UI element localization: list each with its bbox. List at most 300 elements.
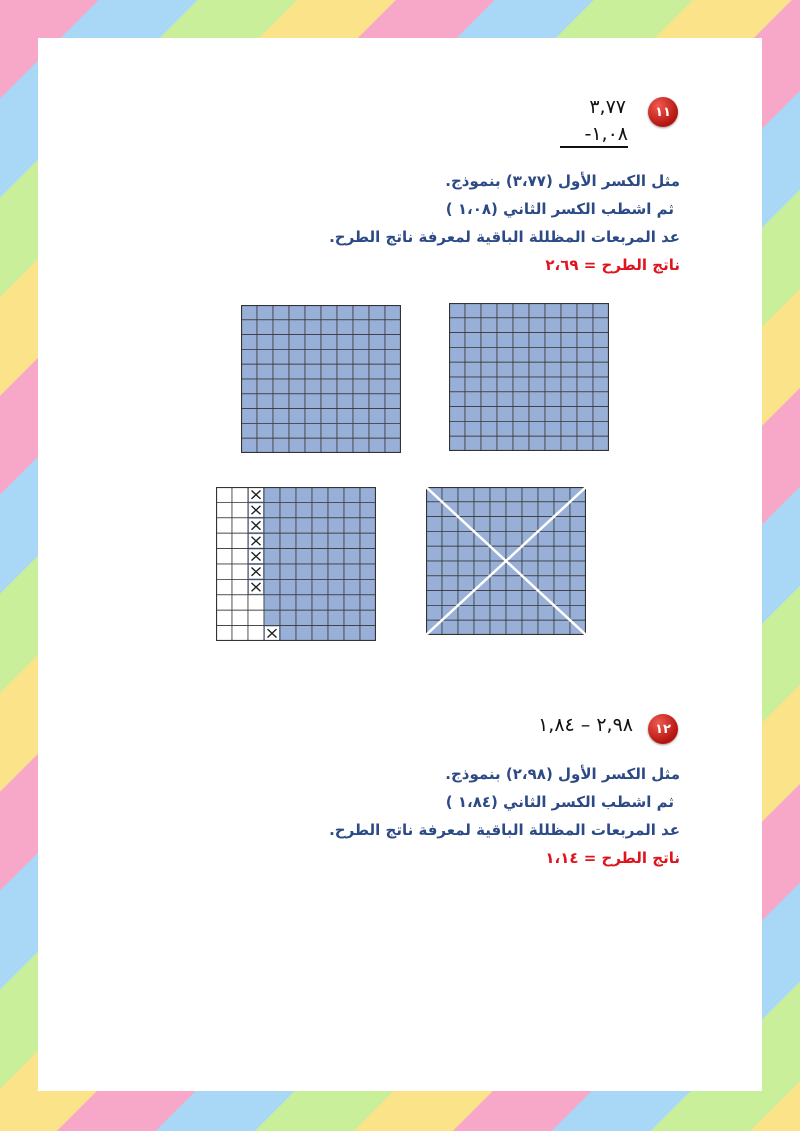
shaded-cell — [312, 533, 328, 548]
shaded-cell — [337, 409, 353, 424]
shaded-cell — [264, 533, 280, 548]
shaded-cell — [538, 531, 554, 546]
shaded-cell — [442, 531, 458, 546]
shaded-cell — [273, 320, 289, 335]
shaded-cell — [449, 377, 465, 392]
shaded-cell — [570, 502, 586, 517]
shaded-cell — [545, 392, 561, 407]
shaded-cell — [490, 605, 506, 620]
crossed-cell-mark — [265, 627, 279, 640]
shaded-cell — [264, 502, 280, 517]
shaded-cell — [561, 392, 577, 407]
shaded-cell — [312, 626, 328, 641]
shaded-cell — [474, 517, 490, 532]
empty-cell — [216, 595, 232, 610]
shaded-cell — [360, 595, 376, 610]
shaded-cell — [561, 436, 577, 451]
worksheet-page — [38, 38, 762, 1091]
shaded-cell — [522, 605, 538, 620]
shaded-cell — [513, 392, 529, 407]
hundred-grid-1 — [241, 305, 401, 453]
shaded-cell — [593, 333, 609, 348]
shaded-cell — [273, 409, 289, 424]
shaded-cell — [465, 407, 481, 422]
shaded-cell — [474, 546, 490, 561]
problem-11-badge: ١١ — [648, 97, 678, 127]
shaded-cell — [465, 436, 481, 451]
shaded-cell — [593, 436, 609, 451]
shaded-cell — [296, 549, 312, 564]
shaded-cell — [241, 438, 257, 453]
shaded-cell — [458, 502, 474, 517]
shaded-cell — [570, 605, 586, 620]
shaded-cell — [570, 576, 586, 591]
shaded-cell — [481, 303, 497, 318]
shaded-cell — [442, 591, 458, 606]
shaded-cell — [344, 564, 360, 579]
shaded-cell — [577, 377, 593, 392]
shaded-cell — [570, 546, 586, 561]
shaded-cell — [545, 362, 561, 377]
shaded-cell — [289, 394, 305, 409]
shaded-cell — [545, 333, 561, 348]
shaded-cell — [490, 620, 506, 635]
empty-cell — [216, 487, 232, 502]
shaded-cell — [481, 362, 497, 377]
shaded-cell — [577, 362, 593, 377]
shaded-cell — [241, 349, 257, 364]
shaded-cell — [360, 487, 376, 502]
shaded-cell — [538, 576, 554, 591]
shaded-cell — [280, 549, 296, 564]
shaded-cell — [321, 349, 337, 364]
shaded-cell — [305, 394, 321, 409]
shaded-cell — [481, 333, 497, 348]
shaded-cell — [561, 318, 577, 333]
empty-cell — [216, 579, 232, 594]
shaded-cell — [458, 561, 474, 576]
shaded-cell — [481, 392, 497, 407]
shaded-cell — [561, 421, 577, 436]
shaded-cell — [337, 379, 353, 394]
shaded-cell — [257, 438, 273, 453]
shaded-cell — [385, 394, 401, 409]
shaded-cell — [474, 502, 490, 517]
shaded-cell — [312, 549, 328, 564]
shaded-cell — [497, 362, 513, 377]
shaded-cell — [312, 564, 328, 579]
crossed-cell-mark — [249, 550, 263, 563]
shaded-cell — [561, 362, 577, 377]
shaded-cell — [241, 305, 257, 320]
shaded-cell — [481, 436, 497, 451]
problem-11-minuend: ٣,٧٧ — [589, 96, 626, 118]
shaded-cell — [593, 303, 609, 318]
shaded-cell — [554, 517, 570, 532]
shaded-cell — [305, 349, 321, 364]
shaded-cell — [570, 591, 586, 606]
shaded-cell — [577, 333, 593, 348]
shaded-cell — [593, 421, 609, 436]
shaded-cell — [241, 379, 257, 394]
shaded-cell — [369, 305, 385, 320]
shaded-cell — [305, 438, 321, 453]
shaded-cell — [296, 610, 312, 625]
shaded-cell — [522, 591, 538, 606]
shaded-cell — [506, 576, 522, 591]
shaded-cell — [264, 518, 280, 533]
shaded-cell — [458, 487, 474, 502]
empty-cell — [216, 564, 232, 579]
shaded-cell — [481, 407, 497, 422]
shaded-cell — [506, 517, 522, 532]
shaded-cell — [545, 377, 561, 392]
shaded-cell — [289, 320, 305, 335]
shaded-cell — [465, 303, 481, 318]
shaded-cell — [497, 333, 513, 348]
shaded-cell — [344, 533, 360, 548]
empty-cell — [248, 610, 264, 625]
shaded-cell — [577, 347, 593, 362]
shaded-cell — [257, 379, 273, 394]
empty-cell — [248, 595, 264, 610]
shaded-cell — [490, 502, 506, 517]
shaded-cell — [257, 409, 273, 424]
shaded-cell — [593, 377, 609, 392]
shaded-cell — [369, 335, 385, 350]
shaded-cell — [344, 502, 360, 517]
shaded-cell — [289, 335, 305, 350]
problem-11-step-3: عد المربعات المظللة الباقية لمعرفة ناتج الطرح. — [329, 228, 680, 246]
shaded-cell — [289, 409, 305, 424]
shaded-cell — [385, 379, 401, 394]
shaded-cell — [561, 333, 577, 348]
shaded-cell — [241, 409, 257, 424]
crossed-cell-mark — [249, 488, 263, 501]
shaded-cell — [529, 377, 545, 392]
shaded-cell — [577, 318, 593, 333]
shaded-cell — [529, 362, 545, 377]
shaded-cell — [360, 579, 376, 594]
shaded-cell — [321, 364, 337, 379]
shaded-cell — [280, 518, 296, 533]
shaded-cell — [328, 502, 344, 517]
shaded-cell — [353, 364, 369, 379]
shaded-cell — [273, 394, 289, 409]
shaded-cell — [360, 626, 376, 641]
shaded-cell — [593, 362, 609, 377]
shaded-cell — [458, 576, 474, 591]
shaded-cell — [570, 517, 586, 532]
shaded-cell — [449, 407, 465, 422]
shaded-cell — [305, 409, 321, 424]
shaded-cell — [312, 518, 328, 533]
shaded-cell — [506, 605, 522, 620]
shaded-cell — [280, 595, 296, 610]
shaded-cell — [529, 303, 545, 318]
shaded-cell — [353, 438, 369, 453]
empty-cell — [216, 518, 232, 533]
shaded-cell — [273, 305, 289, 320]
shaded-cell — [289, 379, 305, 394]
shaded-cell — [554, 591, 570, 606]
shaded-cell — [529, 333, 545, 348]
shaded-cell — [506, 502, 522, 517]
shaded-cell — [490, 576, 506, 591]
shaded-cell — [273, 364, 289, 379]
shaded-cell — [369, 349, 385, 364]
shaded-cell — [554, 620, 570, 635]
shaded-cell — [264, 579, 280, 594]
shaded-cell — [385, 364, 401, 379]
shaded-cell — [529, 436, 545, 451]
problem-11-step-1: مثل الكسر الأول (٣،٧٧) بنموذج. — [445, 172, 680, 190]
shaded-cell — [522, 620, 538, 635]
shaded-cell — [481, 318, 497, 333]
shaded-cell — [241, 320, 257, 335]
shaded-cell — [593, 347, 609, 362]
shaded-cell — [321, 320, 337, 335]
shaded-cell — [296, 626, 312, 641]
shaded-cell — [280, 533, 296, 548]
shaded-cell — [344, 595, 360, 610]
shaded-cell — [344, 626, 360, 641]
shaded-cell — [481, 347, 497, 362]
shaded-cell — [337, 364, 353, 379]
shaded-cell — [312, 487, 328, 502]
shaded-cell — [360, 610, 376, 625]
shaded-cell — [344, 610, 360, 625]
shaded-cell — [481, 377, 497, 392]
shaded-cell — [497, 436, 513, 451]
shaded-cell — [328, 595, 344, 610]
shaded-cell — [561, 303, 577, 318]
shaded-cell — [522, 487, 538, 502]
shaded-cell — [344, 487, 360, 502]
shaded-cell — [513, 362, 529, 377]
shaded-cell — [449, 347, 465, 362]
empty-cell — [232, 518, 248, 533]
shaded-cell — [369, 423, 385, 438]
shaded-cell — [328, 549, 344, 564]
shaded-cell — [369, 364, 385, 379]
subtraction-line — [560, 146, 628, 148]
shaded-cell — [593, 392, 609, 407]
shaded-cell — [442, 546, 458, 561]
shaded-cell — [529, 407, 545, 422]
shaded-cell — [442, 487, 458, 502]
empty-cell — [232, 564, 248, 579]
shaded-cell — [522, 561, 538, 576]
shaded-cell — [465, 333, 481, 348]
shaded-cell — [344, 518, 360, 533]
shaded-cell — [305, 305, 321, 320]
shaded-cell — [458, 531, 474, 546]
shaded-cell — [538, 546, 554, 561]
shaded-cell — [328, 610, 344, 625]
empty-cell — [232, 610, 248, 625]
crossed-cell-mark — [249, 503, 263, 516]
shaded-cell — [497, 318, 513, 333]
shaded-cell — [264, 595, 280, 610]
shaded-cell — [522, 546, 538, 561]
shaded-cell — [385, 423, 401, 438]
shaded-cell — [497, 407, 513, 422]
shaded-cell — [522, 502, 538, 517]
shaded-cell — [344, 579, 360, 594]
shaded-cell — [506, 620, 522, 635]
shaded-cell — [337, 320, 353, 335]
shaded-cell — [513, 333, 529, 348]
empty-cell — [232, 533, 248, 548]
shaded-cell — [264, 564, 280, 579]
shaded-cell — [474, 620, 490, 635]
shaded-cell — [593, 318, 609, 333]
shaded-cell — [426, 502, 442, 517]
shaded-cell — [506, 591, 522, 606]
problem-11-subtrahend: ١,٠٨- — [584, 123, 628, 145]
shaded-cell — [328, 533, 344, 548]
shaded-cell — [426, 605, 442, 620]
shaded-cell — [273, 335, 289, 350]
problem-12-step-2: ثم اشطب الكسر الثاني (١،٨٤ ) — [445, 793, 674, 811]
shaded-cell — [458, 546, 474, 561]
shaded-cell — [426, 531, 442, 546]
crossed-cell-mark — [249, 580, 263, 593]
shaded-cell — [529, 392, 545, 407]
shaded-cell — [337, 335, 353, 350]
problem-11-result: ناتج الطرح = ٢،٦٩ — [545, 256, 680, 274]
shaded-cell — [490, 487, 506, 502]
shaded-cell — [353, 394, 369, 409]
shaded-cell — [570, 561, 586, 576]
shaded-cell — [337, 423, 353, 438]
shaded-cell — [465, 362, 481, 377]
shaded-cell — [296, 518, 312, 533]
shaded-cell — [280, 502, 296, 517]
shaded-cell — [264, 487, 280, 502]
shaded-cell — [369, 394, 385, 409]
shaded-cell — [264, 610, 280, 625]
shaded-cell — [241, 394, 257, 409]
shaded-cell — [465, 318, 481, 333]
shaded-cell — [426, 576, 442, 591]
crossed-cell-mark — [249, 519, 263, 532]
shaded-cell — [385, 335, 401, 350]
shaded-cell — [257, 335, 273, 350]
shaded-cell — [305, 335, 321, 350]
shaded-cell — [328, 518, 344, 533]
shaded-cell — [449, 318, 465, 333]
empty-cell — [232, 502, 248, 517]
empty-cell — [232, 579, 248, 594]
shaded-cell — [449, 333, 465, 348]
shaded-cell — [513, 436, 529, 451]
shaded-cell — [545, 303, 561, 318]
shaded-cell — [337, 394, 353, 409]
shaded-cell — [506, 487, 522, 502]
problem-12-step-3: عد المربعات المظللة الباقية لمعرفة ناتج الطرح. — [329, 821, 680, 839]
shaded-cell — [369, 409, 385, 424]
shaded-cell — [321, 379, 337, 394]
shaded-cell — [312, 595, 328, 610]
shaded-cell — [337, 438, 353, 453]
shaded-cell — [273, 423, 289, 438]
shaded-cell — [321, 394, 337, 409]
shaded-cell — [296, 564, 312, 579]
shaded-cell — [296, 487, 312, 502]
shaded-cell — [305, 364, 321, 379]
shaded-cell — [490, 531, 506, 546]
shaded-cell — [273, 438, 289, 453]
shaded-cell — [426, 561, 442, 576]
shaded-cell — [513, 421, 529, 436]
problem-12-result: ناتج الطرح = ١،١٤ — [545, 849, 680, 867]
shaded-cell — [554, 546, 570, 561]
shaded-cell — [337, 349, 353, 364]
shaded-cell — [257, 423, 273, 438]
shaded-cell — [312, 579, 328, 594]
shaded-cell — [538, 561, 554, 576]
shaded-cell — [385, 305, 401, 320]
shaded-cell — [289, 438, 305, 453]
shaded-cell — [257, 320, 273, 335]
shaded-cell — [561, 407, 577, 422]
shaded-cell — [328, 487, 344, 502]
shaded-cell — [513, 407, 529, 422]
shaded-cell — [385, 438, 401, 453]
shaded-cell — [360, 518, 376, 533]
shaded-cell — [593, 407, 609, 422]
empty-cell — [216, 533, 232, 548]
empty-cell — [232, 595, 248, 610]
shaded-cell — [280, 579, 296, 594]
shaded-cell — [360, 533, 376, 548]
shaded-cell — [321, 423, 337, 438]
shaded-cell — [369, 379, 385, 394]
shaded-cell — [312, 502, 328, 517]
shaded-cell — [538, 620, 554, 635]
shaded-cell — [280, 626, 296, 641]
shaded-cell — [305, 320, 321, 335]
shaded-cell — [497, 303, 513, 318]
hundred-grid-3-crossed-cells — [216, 487, 376, 641]
shaded-cell — [257, 349, 273, 364]
shaded-cell — [529, 318, 545, 333]
shaded-cell — [321, 409, 337, 424]
shaded-cell — [474, 591, 490, 606]
shaded-cell — [360, 549, 376, 564]
shaded-cell — [545, 421, 561, 436]
shaded-cell — [328, 579, 344, 594]
shaded-cell — [305, 423, 321, 438]
shaded-cell — [497, 347, 513, 362]
shaded-cell — [554, 531, 570, 546]
shaded-cell — [506, 531, 522, 546]
shaded-cell — [474, 605, 490, 620]
crossed-cell-mark — [249, 534, 263, 547]
shaded-cell — [449, 421, 465, 436]
shaded-cell — [497, 421, 513, 436]
shaded-cell — [360, 564, 376, 579]
shaded-cell — [385, 409, 401, 424]
shaded-cell — [449, 436, 465, 451]
shaded-cell — [241, 335, 257, 350]
shaded-cell — [561, 347, 577, 362]
shaded-cell — [442, 620, 458, 635]
shaded-cell — [296, 595, 312, 610]
shaded-cell — [442, 517, 458, 532]
